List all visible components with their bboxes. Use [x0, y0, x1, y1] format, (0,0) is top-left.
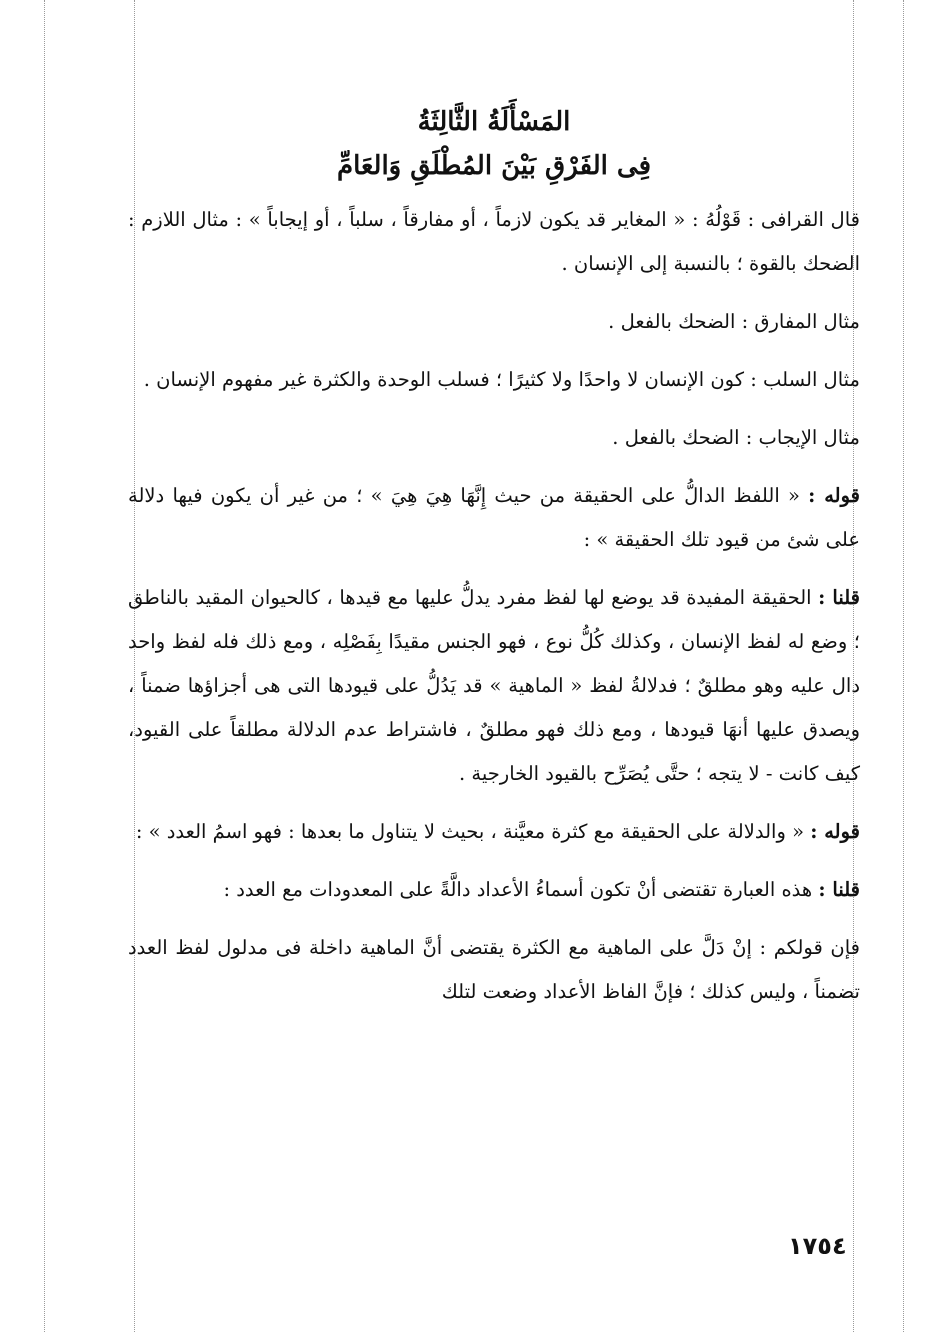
paragraph-2: مثال المفارق : الضحك بالفعل .: [608, 310, 860, 333]
page-number: ١٧٥٤: [788, 1232, 847, 1260]
paragraph-7: قوله : « والدلالة على الحقيقة مع كثرة معيَّنة ، بحيث لا يتناول ما بعدها : فهو اسمُ العدد » :: [135, 820, 860, 843]
paragraph-1: قال القرافى : قَوْلُهُ : « المغاير قد يكون لازماً ، أو مفارقاً ، سلباً ، أو إيجاباً » : مثال اللازم : الضحك بالقوة ؛ بالنسبة إلى الإنسان .: [128, 208, 860, 275]
margin-guide-left: [44, 0, 45, 1332]
chapter-subtitle: فِى الفَرْقِ بَيْنَ المُطْلَقِ وَالعَامِّ: [336, 151, 652, 181]
paragraph-3: مثال السلب : كون الإنسان لا واحدًا ولا كثيرًا ؛ فسلب الوحدة والكثرة غير مفهوم الإنسان .: [143, 368, 860, 391]
paragraph-8: قلنا : هذه العبارة تقتضى أنْ تكون أسماءُ الأعداد دالَّةً على المعدودات مع العدد :: [223, 878, 860, 901]
paragraph-9: فإن قولكم : إنْ دَلَّ على الماهية مع الكثرة يقتضى أنَّ الماهية داخلة فى مدلول لفظ العدد تضمناً ، وليس كذلك ؛ فإنَّ الفاظ الأعداد وضعت لتلك: [128, 936, 860, 1003]
paragraph-6: قلنا : الحقيقة المفيدة قد يوضع لها لفظ مفرد يدلُّ عليها مع قيدها ، كالحيوان المقيد بالناطق ؛ وضع له لفظ الإنسان ، وكذلك كُلُّ نوع ، فهو الجنس مقيدًا بِفَصْلِه ، ومع ذلك فله لفظ واحد دال عليه وهو مطلقٌ ؛ فدلالةُ لفظ « الماهية » قد يَدُلُّ على قيودها التى هى أجزاؤها ضمناً ، ويصدق عليها أنهَا قيودها ، ومع ذلك فهو مطلقٌ ، فاشتراط عدم الدلالة مطلقاً على القيود، كيف كانت - لا يتجه ؛ حتَّى يُصَرِّح بالقيود الخارجية .: [128, 586, 861, 785]
document-page: [128, 100, 860, 1028]
paragraph-5: قوله : « اللفظ الدالُّ على الحقيقة من حيث إِنَّهَا هِيَ هِيَ » ؛ من غير أن يكون فيها دلالة على شئ من قيود تلك الحقيقة » :: [128, 484, 860, 551]
paragraph-4: مثال الإيجاب : الضحك بالفعل .: [612, 426, 860, 449]
margin-guide-right: [903, 0, 904, 1332]
chapter-title: المَسْأَلَةُ الثَّالِثَةُ: [417, 107, 571, 137]
